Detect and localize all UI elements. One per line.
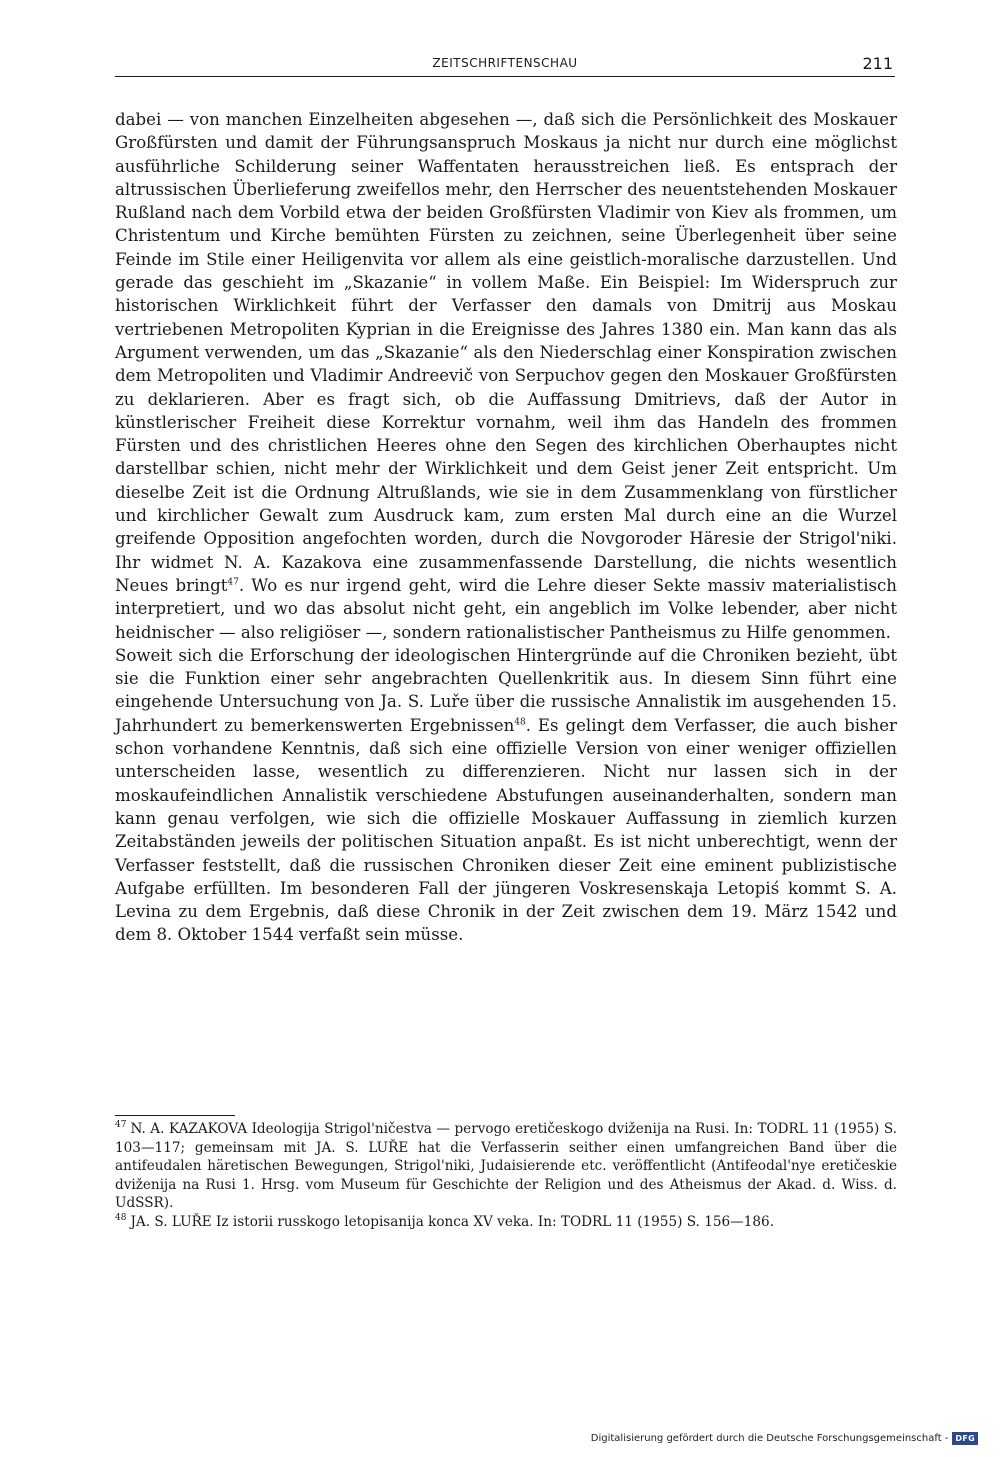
footnote-number: 48 bbox=[115, 1213, 127, 1224]
footnote-ref-48: 48 bbox=[514, 717, 526, 728]
paragraph-2-continued: . Es gelingt dem Verfasser, die auch bisher schon vorhandene Kenntnis, daß sich eine offizielle Version von einer weniger offiziellen unterscheiden lasse, wesentlich zu differenzieren. Nicht nur lassen sich in der moskaufeindlichen Annalistik verschiedene Abstufungen auseinanderhalten, sondern man kann genau verfolgen, wie sich die offizielle Moskauer Auffassung in ziemlich kurzen Zeitabständen jeweils der politischen Situation anpaßt. Es ist nicht unberechtigt, wenn der Verfasser feststellt, daß die russischen Chroniken dieser Zeit eine eminent publizistische Aufgabe erfüllten. Im besonderen Fall der jüngeren Voskresenskaja Letopiś kommt S. A. Levina zu dem Ergebnis, daß diese Chronik in der Zeit zwischen dem 19. März 1542 und dem 8. Oktober 1544 verfaßt sein müsse. bbox=[115, 715, 897, 945]
footnote-47 bbox=[115, 1120, 897, 1213]
dfg-logo-icon: DFG bbox=[952, 1432, 978, 1445]
main-text bbox=[115, 108, 897, 947]
footnote-number: 47 bbox=[115, 1120, 127, 1131]
digitization-note bbox=[591, 1432, 978, 1445]
footnote-text: N. A. KAZAKOVA Ideologija Strigol'ničestva — pervogo eretičeskogo dviženija na Rusi. In: TODRL 11 (1955) S. 103—117; gemeinsam mit JA. S. LUŘE hat die Verfasserin seither einen umfangreichen Band über die antifeudalen häretischen Bewegungen, Strigol'niki, Judaisierende etc. veröffentlicht (Antifeodal'nye eretičeskie dviženija na Rusi 1. Hrsg. vom Museum für Geschichte der Religion und des Atheismus der Akad. d. Wiss. d. UdSSR). bbox=[115, 1121, 897, 1212]
footnote-text: JA. S. LUŘE Iz istorii russkogo letopisanija konca XV veka. In: TODRL 11 (1955) S. 156—186. bbox=[130, 1213, 775, 1230]
running-head: ZEITSCHRIFTENSCHAU bbox=[432, 56, 578, 70]
footnote-rule bbox=[115, 1115, 235, 1116]
page-number: 211 bbox=[862, 54, 893, 73]
footnote-48 bbox=[115, 1213, 897, 1232]
paragraph-2-text: Soweit sich die Erforschung der ideologischen Hintergründe auf die Chroniken bezieht, übt sie die Funktion einer sehr angebrachten Quellenkritik aus. In diesem Sinn führt eine eingehende Untersuchung von Ja. S. Luře über die russische Annalistik im ausgehenden 15. Jahrhundert zu bemerkenswerten Ergebnissen bbox=[115, 645, 897, 735]
footnote-ref-47: 47 bbox=[227, 577, 239, 588]
header-rule bbox=[115, 76, 895, 77]
paragraph-1-text: dabei — von manchen Einzelheiten abgesehen —, daß sich die Persönlichkeit des Moskauer Großfürsten und damit der Führungsanspruch Moskaus ja nicht nur durch eine möglichst ausführliche Schilderung seiner Waffentaten herausstreichen ließ. Es entsprach der altrussischen Überlieferung zweifellos mehr, den Herrscher des neuentstehenden Moskauer Rußland nach dem Vorbild etwa der beiden Großfürsten Vladimir von Kiev als frommen, um Christentum und Kirche bemühten Fürsten zu zeichnen, seine Überlegenheit über seine Feinde im Stile einer Heiligenvita vor allem als eine geistlich-moralische darzustellen. Und gerade das geschieht im „Skazanie“ in vollem Maße. Ein Beispiel: Im Widerspruch zur historischen Wirklichkeit führt der Verfasser den damals von Dmitrij aus Moskau vertriebenen Metropoliten Kyprian in die Ereignisse des Jahres 1380 ein. Man kann das als Argument verwenden, um das „Skazanie“ als den Niederschlag einer Konspiration zwischen dem Metropoliten und Vladimir Andreevič von Serpuchov gegen den Moskauer Großfürsten zu deklarieren. Aber es fragt sich, ob die Auffassung Dmitrievs, daß der Autor in künstlerischer Freiheit diese Korrektur vornahm, weil ihm das Handeln des frommen Fürsten und des christlichen Heeres ohne den Segen des kirchlichen Oberhauptes nicht darstellbar schien, nicht mehr der Wirklichkeit und dem Geist jener Zeit entspricht. Um dieselbe Zeit ist die Ordnung Altrußlands, wie sie in dem Zusammenklang von fürstlicher und kirchlicher Gewalt zum Ausdruck kam, zum ersten Mal durch eine an die Wurzel greifende Opposition angefochten worden, durch die Novgoroder Häresie der Strigol'niki. Ihr widmet N. A. Kazakova eine zusammenfassende Darstellung, die nichts wesentlich Neues bringt bbox=[115, 110, 897, 595]
paragraph-1 bbox=[115, 108, 897, 644]
footnotes bbox=[115, 1120, 897, 1232]
paragraph-1-continued: . Wo es nur irgend geht, wird die Lehre dieser Sekte massiv materialistisch interpretiert, und wo das absolut nicht geht, ein angeblich im Volke lebender, aber nicht heidnischer — also religiöser —, sondern rationalistischer Pantheismus zu Hilfe genommen. bbox=[115, 575, 897, 642]
page-header bbox=[115, 52, 895, 82]
digitization-text: Digitalisierung gefördert durch die Deutsche Forschungsgemeinschaft - bbox=[590, 1433, 949, 1444]
paragraph-2 bbox=[115, 644, 897, 947]
